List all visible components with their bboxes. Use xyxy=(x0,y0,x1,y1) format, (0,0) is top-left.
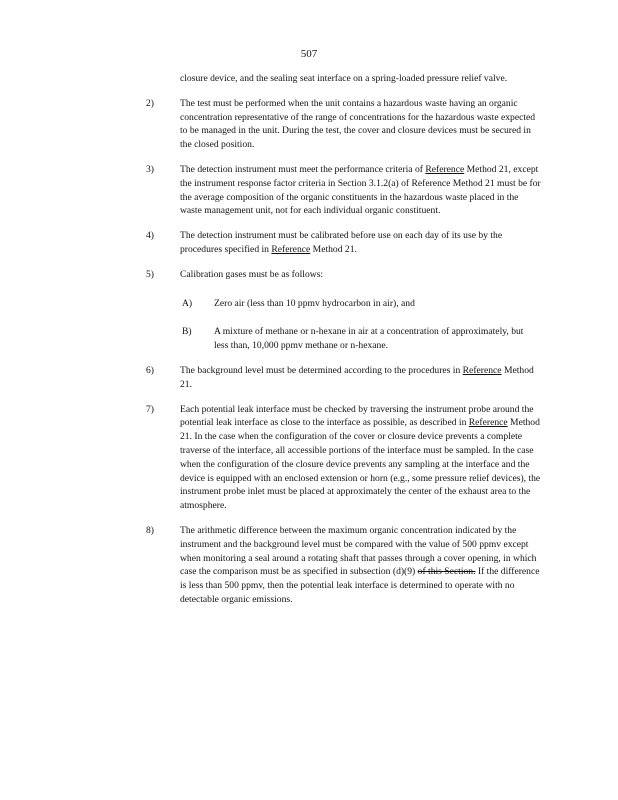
sub-item-text: Zero air (less than 10 ppmv hydrocarbon in air), and xyxy=(214,297,415,309)
list-item-3 xyxy=(0,163,542,218)
item-number: 3) xyxy=(146,163,154,175)
list-item-4 xyxy=(0,229,542,257)
reference-link: Reference xyxy=(468,417,508,429)
list-item-6 xyxy=(0,364,542,392)
list-item-7 xyxy=(0,403,542,513)
item-text-post: Method 21. xyxy=(310,243,357,255)
struck-text: of this Section. xyxy=(417,566,476,578)
sub-item-number: A) xyxy=(182,297,193,309)
sub-item-text: A mixture of methane or n-hexane in air at a concentration of approximately, but less than, 10,000 ppmv methane or n-hexane. xyxy=(214,326,524,352)
item-number: 6) xyxy=(146,364,154,376)
reference-link: Reference xyxy=(271,243,311,255)
sub-item-a xyxy=(0,297,538,311)
item-text-pre: The background level must be determined according to the procedures in xyxy=(180,364,463,376)
item-text-pre: The detection instrument must meet the performance criteria of xyxy=(180,163,426,175)
list-item-8 xyxy=(0,524,542,607)
item-text: Calibration gases must be as follows: xyxy=(180,268,324,280)
sub-item-number: B) xyxy=(182,326,192,338)
document-body xyxy=(0,72,618,607)
item-text xyxy=(180,163,542,218)
item-text: The test must be performed when the unit contains a hazardous waste having an organic concentration representative of the range of concentrations for the hazardous waste expected to be managed in the unit. During the test, the cover and closure devices must be secured in the closed position. xyxy=(180,97,536,151)
list-item-2 xyxy=(0,97,542,152)
item-text-pre: Each potential leak interface must be checked by traversing the instrument probe around the potential leak interface as close to the interface as possible, as described in xyxy=(180,403,534,429)
page-number: 507 xyxy=(300,48,318,60)
item-number: 4) xyxy=(146,230,154,242)
sub-item-b xyxy=(0,325,538,353)
item-text-post: If the difference is less than 500 ppmv, then the potential leak interface is determined to operate with no detectable organic emissions. xyxy=(180,566,540,605)
item-text xyxy=(180,229,542,257)
item-number: 5) xyxy=(146,268,154,280)
item-text-post: Method 21, except the instrument response factor criteria in Section 3.1.2(a) of Reference Method 21 must be for the average composition of the organic constituents in the hazardous waste placed in the waste management unit, not for each individual organic constituent. xyxy=(180,163,541,217)
list-item-5 xyxy=(0,268,542,282)
intro-paragraph: closure device, and the sealing seat interface on a spring-loaded pressure relief valve. xyxy=(180,73,508,84)
item-text-pre: The arithmetic difference between the maximum organic concentration indicated by the instrument and the background level must be compared with the value of 500 ppmv except when monitoring a seal around a rotating shaft that passes through a cover opening, in which case the comparison must be as specified in subsection (d)(9) xyxy=(180,524,537,578)
item-text-post: Method 21. In the case when the configuration of the cover or closure device prevents a complete traverse of the interface, all accessible portions of the interface must be sampled. In the case when the configuration of the closure device prevents any sampling at the interface and the device is equipped with an enclosed extension or horn (e.g., some pressure relief devices), the instrument probe inlet must be placed at approximately the center of the exhaust area to the atmosphere. xyxy=(180,417,541,512)
item-text xyxy=(180,403,542,513)
item-text xyxy=(180,364,542,392)
reference-link: Reference xyxy=(462,364,502,376)
item-number: 7) xyxy=(146,403,154,415)
item-number: 2) xyxy=(146,97,154,109)
item-text-post: Method 21. xyxy=(180,364,534,390)
item-text xyxy=(180,524,542,607)
reference-link: Reference xyxy=(425,163,465,175)
item-text-pre: The detection instrument must be calibrated before use on each day of its use by the procedures specified in xyxy=(180,230,503,255)
item-number: 8) xyxy=(146,524,154,536)
